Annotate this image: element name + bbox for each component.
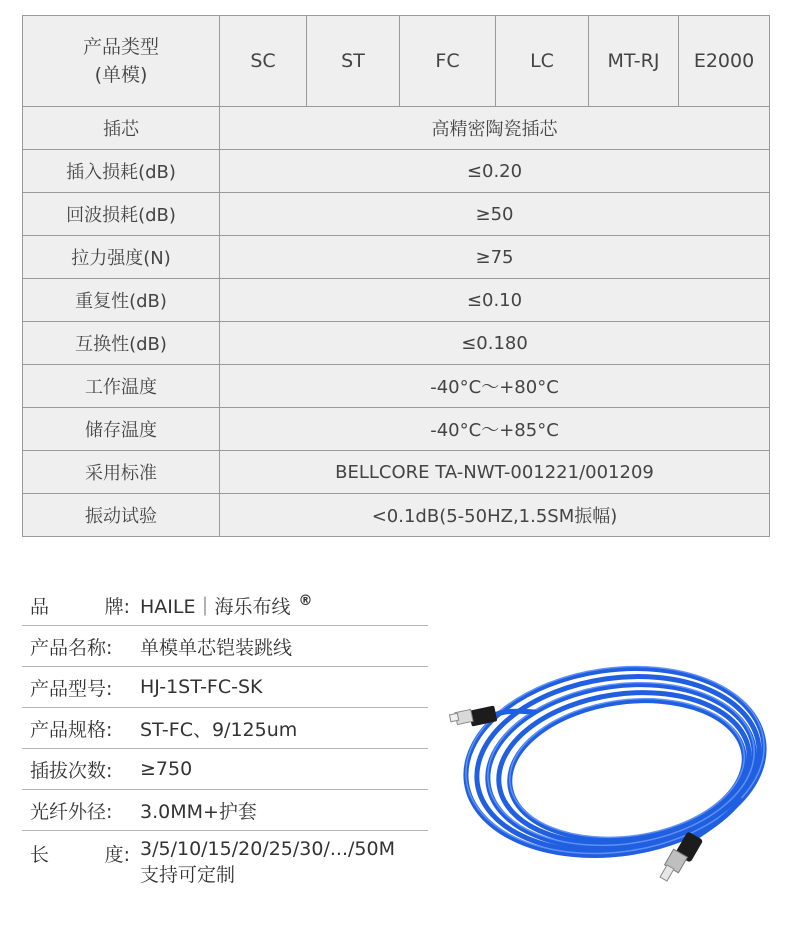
- length-key-char: 度:: [104, 844, 130, 866]
- brand-value: [140, 592, 428, 619]
- fiber-diameter-value: 3.0MM+护套: [140, 800, 257, 823]
- type-mt-rj: MT-RJ: [589, 16, 679, 107]
- brand-text: HAILE｜海乐布线: [140, 595, 291, 618]
- row-value: 高精密陶瓷插芯: [220, 107, 770, 150]
- info-key: 光纤外径:: [30, 800, 113, 823]
- type-fc: FC: [400, 16, 496, 107]
- info-row-brand: [22, 585, 428, 626]
- type-st: ST: [307, 16, 400, 107]
- info-key: 插拔次数:: [30, 759, 113, 782]
- info-row-model: [22, 667, 428, 708]
- row-label: 互换性(dB): [23, 322, 220, 365]
- table-row: [23, 279, 770, 322]
- table-row: [23, 494, 770, 537]
- insertion-cycles-value: ≥750: [140, 758, 193, 780]
- info-row-name: [22, 626, 428, 667]
- info-row-length: [22, 831, 428, 904]
- info-key: [22, 840, 140, 867]
- product-type-label: 产品类型: [82, 36, 159, 58]
- table-row: [23, 408, 770, 451]
- product-info-list: [22, 585, 428, 904]
- row-label: 回波损耗(dB): [23, 193, 220, 236]
- row-label: 重复性(dB): [23, 279, 220, 322]
- type-sc: SC: [220, 16, 307, 107]
- registered-mark: ®: [298, 593, 313, 610]
- length-options: 3/5/10/15/20/25/30/.../50M: [140, 838, 395, 860]
- length-custom-note: 支持可定制: [140, 864, 236, 886]
- table-row: [23, 365, 770, 408]
- row-label: 储存温度: [23, 408, 220, 451]
- type-e2000: E2000: [679, 16, 770, 107]
- brand-key-char: 品: [30, 595, 50, 618]
- row-label: 插芯: [23, 107, 220, 150]
- row-label: 拉力强度(N): [23, 236, 220, 279]
- row-value: ≤0.180: [220, 322, 770, 365]
- length-key-char: 长: [30, 844, 50, 866]
- row-value: ≥50: [220, 193, 770, 236]
- info-key: 产品型号:: [30, 677, 113, 700]
- cable-coil: [454, 650, 770, 874]
- table-row: [23, 322, 770, 365]
- row-value: ≤0.10: [220, 279, 770, 322]
- product-type-header: [23, 16, 220, 107]
- row-value: ≤0.20: [220, 150, 770, 193]
- info-row-spec: [22, 708, 428, 749]
- info-row-diameter: [22, 790, 428, 831]
- table-row: [23, 150, 770, 193]
- table-row: [23, 451, 770, 494]
- row-label: 工作温度: [23, 365, 220, 408]
- spec-header-row: [23, 16, 770, 107]
- brand-key-char: 牌:: [104, 595, 130, 618]
- product-spec-value: ST-FC、9/125um: [140, 718, 298, 741]
- product-model-value: HJ-1ST-FC-SK: [140, 676, 263, 698]
- table-row: [23, 107, 770, 150]
- row-label: 振动试验: [23, 494, 220, 537]
- row-value: -40°C～+85°C: [220, 408, 770, 451]
- row-label: 插入损耗(dB): [23, 150, 220, 193]
- type-lc: LC: [496, 16, 589, 107]
- row-value: <0.1dB(5-50HZ,1.5SM振幅): [220, 494, 770, 537]
- row-value: -40°C～+80°C: [220, 365, 770, 408]
- product-name-value: 单模单芯铠装跳线: [140, 636, 293, 659]
- single-mode-label: (单模): [94, 64, 148, 86]
- info-key: 产品规格:: [30, 718, 113, 741]
- row-value: ≥75: [220, 236, 770, 279]
- row-label: 采用标准: [23, 451, 220, 494]
- length-value: [140, 836, 428, 888]
- spec-table: [22, 15, 770, 537]
- info-key: 产品名称:: [30, 636, 113, 659]
- row-value: BELLCORE TA-NWT-001221/001209: [220, 451, 770, 494]
- table-row: [23, 236, 770, 279]
- info-key: [22, 592, 140, 619]
- fiber-patch-cable-image: [440, 650, 770, 900]
- info-row-cycles: [22, 749, 428, 790]
- table-row: [23, 193, 770, 236]
